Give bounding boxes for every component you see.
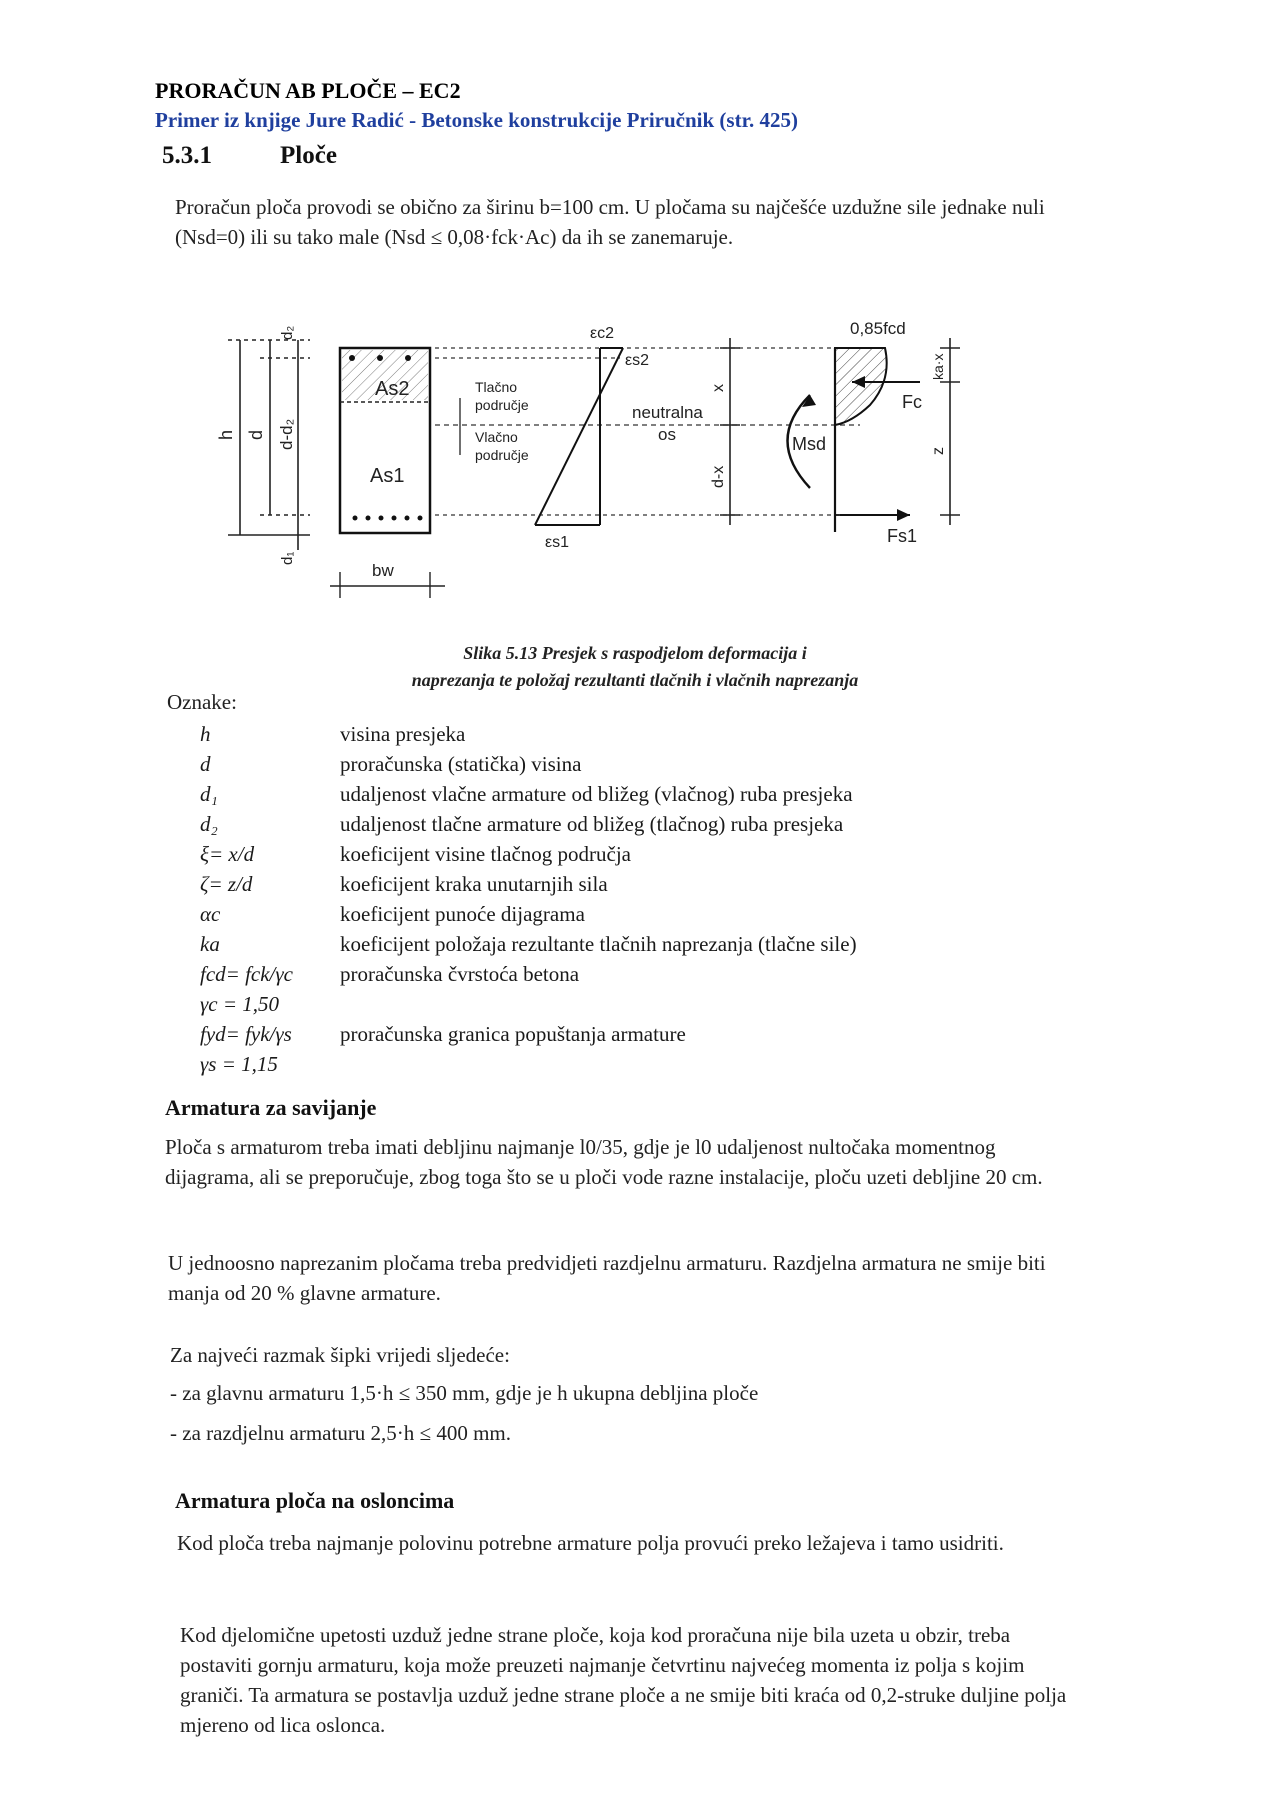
notation-row [200,1052,1100,1082]
label-d-x: d-x [710,465,727,488]
section-number: 5.3.1 [162,142,212,169]
notation-row [200,962,1100,992]
label-fcd: 0,85fcd [850,319,906,338]
savijanje-bullet-2: - za razdjelnu armaturu 2,5·h ≤ 400 mm. [170,1421,511,1445]
label-fs1: Fs1 [887,526,918,546]
section-heading [162,142,337,170]
notation-symbol: d₂ [200,812,218,836]
intro-paragraph: Proračun ploča provodi se obično za širinu b=100 cm. U pločama su najčešće uzdužne sile jednake nuli (Nsd=0) ili su tako male (Nsd ≤ 0,08·fck·Ac) da ih se zanemaruje. [175,195,1045,249]
heading-savijanje: Armatura za savijanje [165,1095,377,1120]
label-podrucje1: područje [475,397,529,413]
savijanje-paragraph-3: Za najveći razmak šipki vrijedi sljedeće: [170,1343,510,1367]
notation-symbol: ka [200,932,220,956]
label-vlacno: Vlačno [475,429,518,445]
notation-description: proračunska (statička) visina [340,752,582,776]
notation-symbol: fcd= fck/γc [200,962,293,986]
stress-block [835,348,910,532]
label-d: d [246,429,266,440]
savijanje-paragraph-1: Ploča s armaturom treba imati debljinu najmanje l0/35, gdje je l0 udaljenost nultočaka momentnog dijagrama, ali se preporučuje, zbog toga što se u ploči vode razne instalacije, ploču uzeti debljine 20 cm. [165,1135,1043,1189]
cross-section-figure [216,310,1060,610]
oslonci-paragraph-2: Kod djelomične upetosti uzduž jedne strane ploče, koja kod proračuna nije bila uzeta u obzir, treba postaviti gornju armaturu, koja može preuzeti najmanje četvrtinu najvećeg momenta iz polja s kojim graniči. Ta armatura se postavlja uzduž jedne strane ploče a ne smije biti kraća od 0,2-struke duljine polja mjereno od lica oslonca. [180,1623,1067,1737]
caption-line-1: Slika 5.13 Presjek s raspodjelom deformacija i [463,643,807,663]
notation-description: udaljenost tlačne armature od bližeg (tlačnog) ruba presjeka [340,812,844,836]
strain-diagram [535,348,623,525]
label-x: x [710,384,727,392]
notation-row [200,722,1100,752]
label-fc: Fc [902,392,922,412]
label-z: z [930,447,947,455]
savijanje-paragraph-2: U jednoosno naprezanim pločama treba predvidjeti razdjelnu armaturu. Razdjelna armatura ne smije biti manja od 20 % glavne armature. [168,1251,1046,1305]
notation-description: koeficijent punoće dijagrama [340,902,585,926]
notation-row [200,1022,1100,1052]
notation-description: udaljenost vlačne armature od bližeg (vlačnog) ruba presjeka [340,782,853,806]
page-subtitle: Primer iz knjige Jure Radić - Betonske konstrukcije Priručnik (str. 425) [155,108,798,132]
notation-symbol: γs = 1,15 [200,1052,278,1076]
label-bw: bw [372,561,394,580]
heading-oslonci: Armatura ploča na osloncima [175,1488,455,1513]
notation-row [200,842,1100,872]
notation-symbol: ζ= z/d [200,872,253,896]
label-neutralna: neutralna [632,403,703,422]
notation-row [200,782,1100,812]
notation-symbol: h [200,722,211,746]
page-title: PRORAČUN AB PLOČE – EC2 [155,78,461,103]
notation-row [200,812,1100,842]
notation-symbol: αc [200,902,221,926]
label-os: os [658,425,676,444]
notation-symbol: d₁ [200,782,218,806]
notation-description: koeficijent kraka unutarnjih sila [340,872,608,896]
savijanje-bullet-1: - za glavnu armaturu 1,5·h ≤ 350 mm, gdje je h ukupna debljina ploče [170,1381,759,1405]
label-h: h [216,429,236,440]
label-es1: εs1 [545,534,570,551]
notation-row [200,902,1100,932]
label-kax: ka·x [930,353,946,380]
label-podrucje2: područje [475,447,529,463]
label-ec2: εc2 [590,325,615,342]
label-d1: d₁ [279,551,296,565]
label-as2: As2 [375,378,410,400]
notation-row [200,872,1100,902]
notation-description: proračunska čvrstoća betona [340,962,580,986]
label-tlacno: Tlačno [475,379,518,395]
notation-description: koeficijent položaja rezultante tlačnih naprezanja (tlačne sile) [340,932,857,956]
caption-line-2: naprezanja te položaj rezultanti tlačnih i vlačnih naprezanja [411,670,859,690]
label-d-d2: d-d₂ [277,418,296,450]
label-msd: Msd [792,434,827,454]
figure-caption [300,640,970,694]
label-es2: εs2 [625,352,650,369]
notation-symbol: d [200,752,211,776]
label-as1: As1 [370,465,405,487]
notation-row [200,992,1100,1022]
notation-description: visina presjeka [340,722,466,746]
notation-symbol: ξ= x/d [200,842,255,866]
oznake-label: Oznake: [167,690,237,714]
notation-row [200,932,1100,962]
notation-symbol: fyd= fyk/γs [200,1022,292,1046]
notation-row [200,752,1100,782]
oslonci-paragraph-1: Kod ploča treba najmanje polovinu potrebne armature polja provući preko ležajeva i tamo usidriti. [177,1531,1004,1555]
notation-description: proračunska granica popuštanja armature [340,1022,686,1046]
notation-symbol: γc = 1,50 [200,992,280,1016]
section-title: Ploče [280,142,337,169]
notation-description: koeficijent visine tlačnog područja [340,842,631,866]
label-d2: d₂ [279,325,296,340]
